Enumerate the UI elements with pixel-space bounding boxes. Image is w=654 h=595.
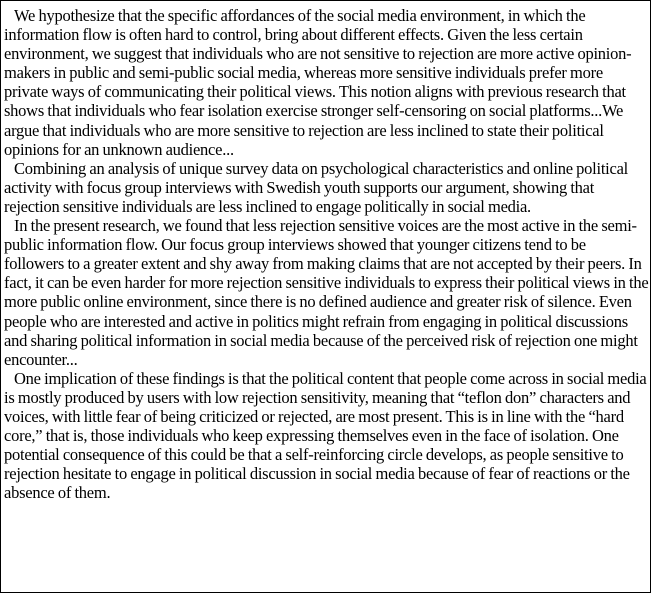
paragraph-implications: One implication of these findings is that the political content that people come across in social media is mostly produced by users with low rejection sensitivity, meaning that “teflon don” characters and voices, with little fear of being criticized or rejected, are most present. This is in line with the “hard core,” that is, those individuals who keep expressing themselves even in the face of isolation. One potential consequence of this could be that a self-reinforcing circle develops, as people sensitive to rejection hesitate to engage in political discussion in social media because of fear of reactions or the absence of them. [4, 368, 647, 503]
paragraph-hypothesis: We hypothesize that the specific affordances of the social media environment, in which the information flow is often hard to control, bring about different effects. Given the less certain environment, we suggest that individuals who are not sensitive to rejection are more active opinion-makers in public and semi-public social media, whereas more sensitive individuals prefer more private ways of communicating their political views. This notion aligns with previous research that shows that individuals who fear isolation exercise stronger self-censoring on social platforms...We argue that individuals who are more sensitive to rejection are less inclined to state their political opinions for an unknown audience... [4, 6, 632, 159]
paragraph-findings: In the present research, we found that less rejection sensitive voices are the most active in the semi-public information flow. Our focus group interviews showed that younger citizens tend to be followers to a greater extent and shy away from making claims that are not accepted by their peers. In fact, it can be even harder for more rejection sensitive individuals to express their political views in the more public online environment, since there is no defined audience and greater risk of silence. Even people who are interested and active in politics might refrain from engaging in political discussions and sharing political information in social media because of the perceived risk of rejection one might encounter... [4, 216, 649, 369]
quote-body [4, 6, 649, 502]
paragraph-method: Combining an analysis of unique survey data on psychological characteristics and online political activity with focus group interviews with Swedish youth supports our argument, showing that rejection sensitive individuals are less inclined to engage politically in social media. [4, 158, 628, 216]
